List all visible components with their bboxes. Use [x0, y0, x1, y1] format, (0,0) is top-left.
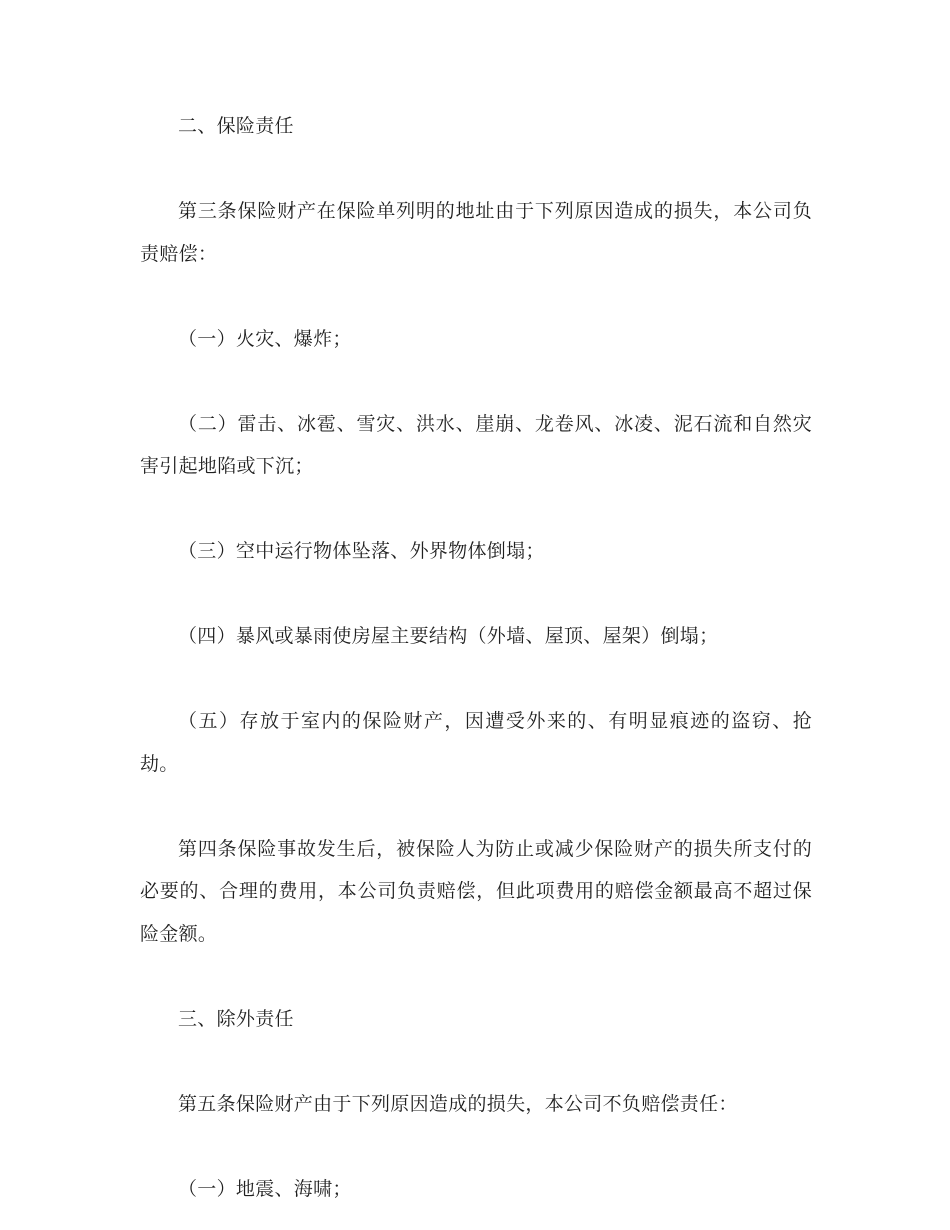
clause-3-item-4: （四）暴风或暴雨使房屋主要结构（外墙、屋顶、屋架）倒塌； [178, 626, 719, 647]
clause-5-text: 第五条保险财产由于下列原因造成的损失，本公司不负赔偿责任： [178, 1093, 738, 1115]
section-heading-exclusions: 三、除外责任 [178, 1008, 294, 1030]
clause-5-item-1: （一）地震、海啸； [178, 1178, 352, 1200]
clause-4-text: 第四条保险事故发生后，被保险人为防止或减少保险财产的损失所支付的必要的、合理的费用，本公司负责赔偿，但此项费用的赔偿金额最高不超过保险金额。 [140, 838, 812, 945]
clause-3-item-1: （一）火灾、爆炸； [178, 328, 352, 350]
clause-3-text: 第三条保险财产在保险单列明的地址由于下列原因造成的损失，本公司负责赔偿： [140, 201, 812, 265]
document-body [140, 106, 812, 1211]
clause-3-item-3: （三）空中运行物体坠落、外界物体倒塌； [178, 541, 545, 562]
clause-3-item-2: （二）雷击、冰雹、雪灾、洪水、崖崩、龙卷风、冰凌、泥石流和自然灾害引起地陷或下沉； [140, 413, 812, 477]
clause-3-item-5: （五）存放于室内的保险财产，因遭受外来的、有明显痕迹的盗窃、抢劫。 [140, 711, 812, 775]
section-heading-insurance-liability: 二、保险责任 [178, 116, 294, 137]
